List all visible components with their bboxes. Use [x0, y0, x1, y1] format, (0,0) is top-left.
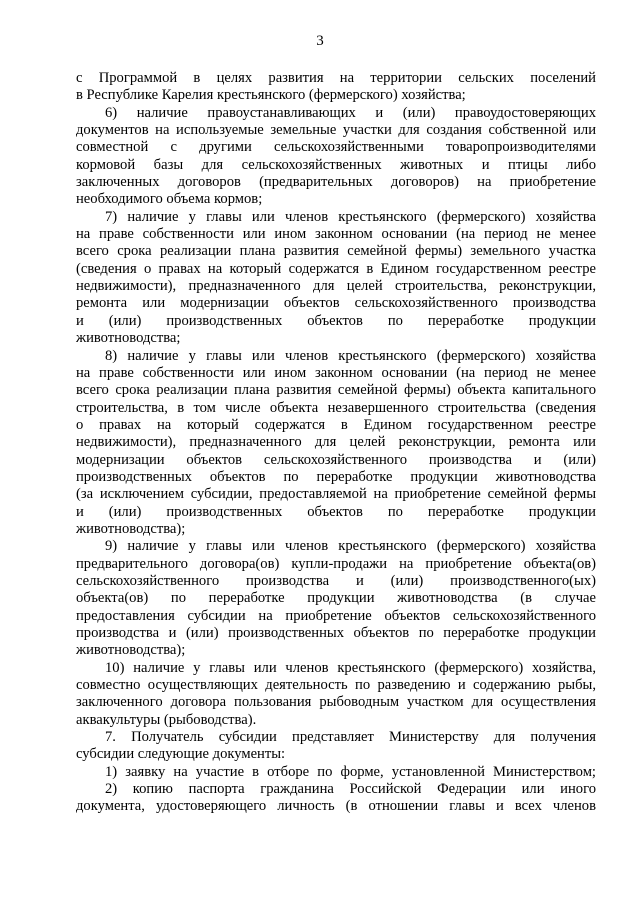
text-line: производственных объектов по переработке продукции животноводства	[76, 468, 596, 485]
text-line: документа, удостоверяющего личность (в отношении главы и всех членов	[76, 798, 596, 815]
text-line: на праве собственности или ином законном основании (на период не менее	[76, 226, 596, 243]
text-line: аквакультуры (рыбоводства).	[76, 711, 257, 728]
text-line: 6) наличие правоустанавливающих и (или) правоудостоверяющих	[105, 104, 596, 121]
text-line: заключенного договора пользования рыбоводным участком для осуществления	[76, 694, 596, 711]
document-body	[76, 70, 596, 816]
text-line: 7) наличие у главы или членов крестьянского (фермерского) хозяйства	[105, 208, 596, 225]
text-line: недвижимости), предназначенного для целей строительства, реконструкции,	[76, 278, 596, 295]
text-line: и (или) производственных объектов по переработке продукции	[76, 312, 596, 329]
text-line: всего срока реализации плана развития семейной фермы) объекта капитального	[76, 382, 596, 399]
text-line: совместной с другими сельскохозяйственными товаропроизводителями	[76, 139, 596, 156]
text-line: животноводства);	[76, 642, 186, 659]
text-line: 10) наличие у главы или членов крестьянского (фермерского) хозяйства,	[105, 659, 596, 676]
text-line: с Программой в целях развития на территории сельских поселений	[76, 70, 596, 86]
text-line: на праве собственности или ином законном основании (на период не менее	[76, 364, 596, 381]
text-line: необходимого объема кормов;	[76, 191, 263, 208]
text-line: всего срока реализации плана развития семейной фермы) земельного участка	[76, 243, 596, 260]
text-line: (за исключением субсидии, предоставляемой на приобретение семейной фермы	[76, 486, 596, 503]
text-line: объекта(ов) по переработке продукции животноводства (в случае	[76, 590, 596, 607]
text-line: производства и (или) производственных объектов по переработке продукции	[76, 625, 596, 641]
text-line: (сведения о правах на который содержатся в Едином государственном реестре	[76, 260, 596, 277]
text-line: и (или) производственных объектов по переработке продукции	[76, 503, 596, 520]
text-line: 2) копию паспорта гражданина Российской Федерации или иного	[105, 781, 596, 798]
text-line: недвижимости), предназначенного для целей реконструкции, ремонта или	[76, 434, 596, 451]
text-line: 7. Получатель субсидии представляет Министерству для получения	[105, 729, 596, 746]
text-line: животноводства);	[76, 520, 186, 537]
text-line: субсидии следующие документы:	[76, 746, 286, 763]
text-line: 8) наличие у главы или членов крестьянского (фермерского) хозяйства	[105, 347, 596, 364]
text-line: о правах на который содержатся в Едином государственном реестре	[76, 416, 596, 433]
text-line: животноводства;	[76, 330, 181, 347]
text-line: предварительного договора(ов) купли-продажи на приобретение объекта(ов)	[76, 555, 596, 572]
text-line: 9) наличие у главы или членов крестьянского (фермерского) хозяйства	[105, 538, 596, 555]
text-line: заключенных договоров (предварительных договоров) на приобретение	[76, 174, 596, 191]
text-line: в Республике Карелия крестьянского (фермерского) хозяйства;	[76, 87, 466, 104]
text-line: строительства, в том числе объекта незавершенного строительства (сведения	[76, 399, 596, 416]
text-line: предоставления субсидии на приобретение объектов сельскохозяйственного	[76, 607, 596, 624]
text-line: ремонта или модернизации объектов сельскохозяйственного производства	[76, 295, 596, 312]
text-line: модернизации объектов сельскохозяйственного производства и (или)	[76, 451, 596, 468]
text-line: сельскохозяйственного производства и (или) производственного(ых)	[76, 572, 596, 589]
text-line: документов на используемые земельные участки для создания собственной или	[76, 122, 596, 139]
text-line: кормовой базы для сельскохозяйственных животных и птицы либо	[76, 156, 596, 173]
page-number: 3	[316, 33, 324, 49]
text-line: 1) заявку на участие в отборе по форме, установленной Министерством;	[105, 763, 596, 780]
text-line: совместно осуществляющих деятельность по разведению и содержанию рыбы,	[76, 677, 596, 694]
